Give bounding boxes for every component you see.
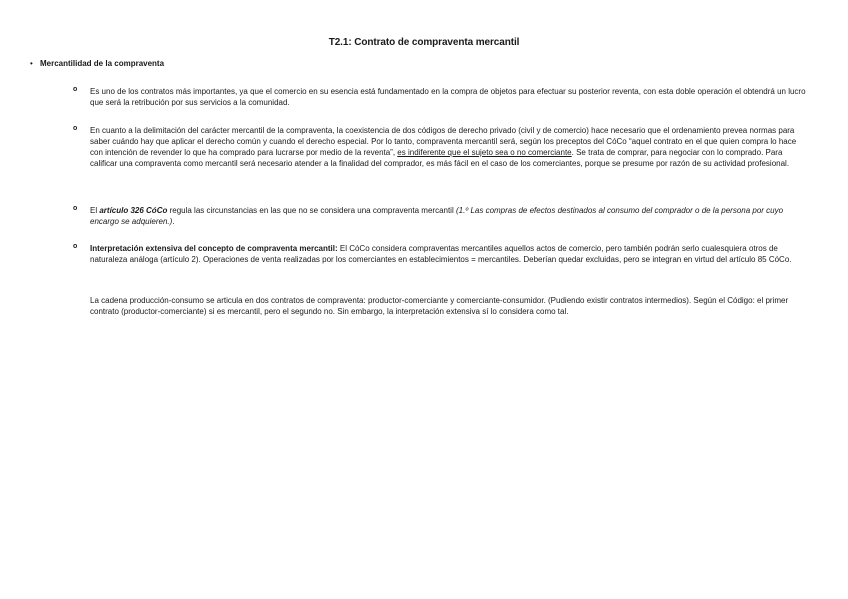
bold-text: Interpretación extensiva del concepto de compraventa mercantil: [90, 244, 338, 253]
section-heading: Mercantilidad de la compraventa [40, 59, 165, 68]
item-bullet-2: o [73, 125, 78, 132]
paragraph-text: . [172, 217, 175, 226]
paragraph-production-chain [90, 295, 810, 317]
item-bullet-3: o [73, 205, 78, 212]
paragraph-text: En cuanto a la delimitación del carácter mercantil de la compraventa, la coexistencia de dos códigos de derecho privado (civil y de comercio) hace necesario que el ordenamiento prevea normas para saber cuándo hay que aplicar el derecho común y cuando el derecho especial. Por lo tanto, compraventa mercantil será, según los preceptos del CóCo “aquel contrato en el que quien compra lo hace con intención de revender lo que ha comprado para lucrarse por medio de la reventa”, [90, 126, 797, 157]
paragraph-text: . Se trata de comprar, para negociar con lo comprado. Para calificar una compraventa como mercantil será necesario atender a la finalidad del comprador, es más fácil en el caso de los comerciantes, porque se presume por razón de su actividad profesional. [90, 148, 790, 168]
item-bullet-4: o [73, 243, 78, 250]
item-bullet-1: o [73, 86, 78, 93]
paragraph-importance [90, 86, 810, 108]
paragraph-text: Es uno de los contratos más importantes, ya que el comercio en su esencia está fundamentado en la compra de objetos para efectuar su posterior reventa, con esta doble operación el obtendrá un lucro que será la retribución por sus servicios a la comunidad. [90, 87, 806, 107]
paragraph-delimitation [90, 125, 810, 169]
underlined-text: es indiferente que el sujeto sea o no comerciante [397, 148, 572, 157]
paragraph-extensive-interpretation [90, 243, 810, 265]
paragraph-article-326 [90, 205, 810, 227]
italic-text: (1.º Las compras de efectos destinados al consumo del comprador o de la persona por cuyo encargo se adquieren.) [90, 206, 784, 226]
paragraph-text: El [90, 206, 100, 215]
paragraph-text: regula las circunstancias en las que no se considera una compraventa mercantil [167, 206, 456, 215]
bold-text: artículo 326 CóCo [99, 206, 168, 215]
section-bullet: • [30, 59, 33, 68]
page-title: T2.1: Contrato de compraventa mercantil [328, 37, 520, 48]
paragraph-text: El CóCo considera compraventas mercantiles aquellos actos de comercio, pero también podrán serlo cualesquiera otros de naturaleza análoga (artículo 2). Operaciones de venta realizadas por los comerciantes en establecimientos = mercantiles. Deberían quedar excluidas, pero se integran en virtud del artículo 85 CóCo. [90, 244, 792, 264]
paragraph-text: La cadena producción-consumo se articula en dos contratos de compraventa: productor-comerciante y comerciante-consumidor. (Pudiendo existir contratos intermedios). Según el Código: el primer contrato (productor-comerciante) si es mercantil, pero el segundo no. Sin embargo, la interpretación extensiva sí lo considera como tal. [90, 296, 789, 316]
